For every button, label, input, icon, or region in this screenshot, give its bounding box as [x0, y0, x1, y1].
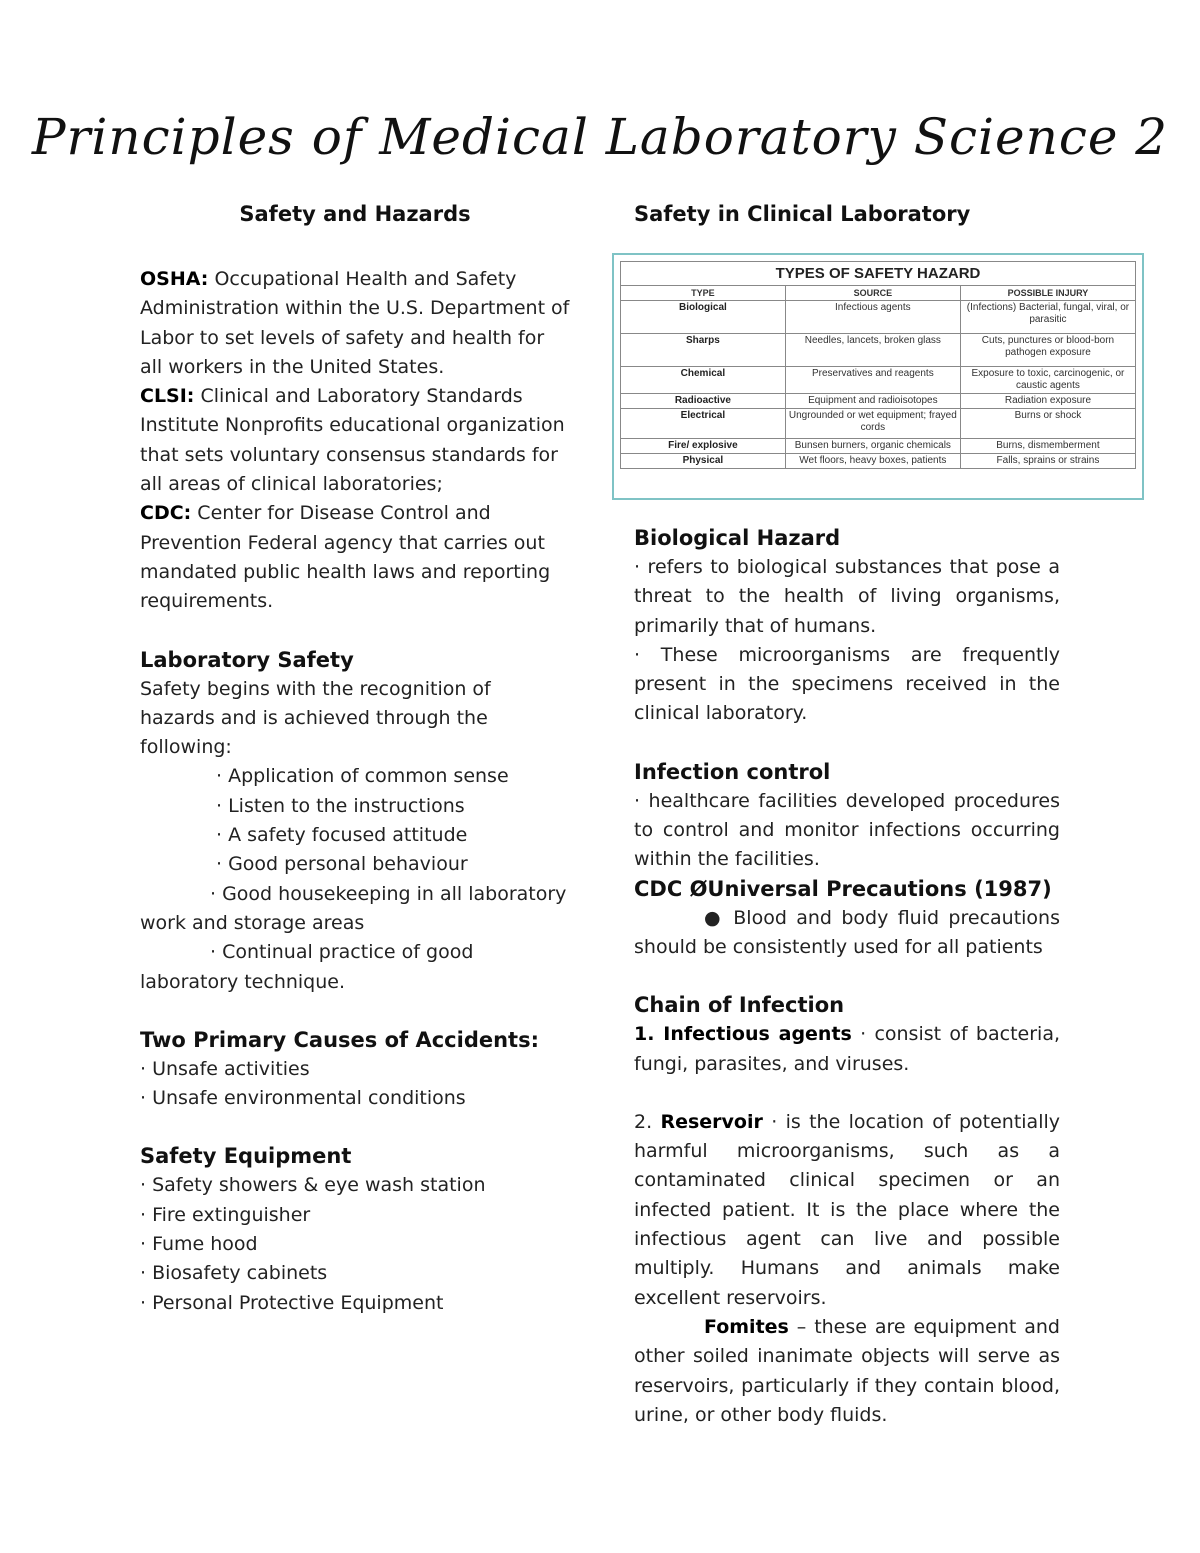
chain-of-infection-heading: Chain of Infection	[634, 993, 845, 1018]
hazard-table-frame	[612, 253, 1144, 500]
cdc-definition	[140, 499, 570, 616]
accidents-heading: Two Primary Causes of Accidents:	[140, 1027, 539, 1052]
table-header: SOURCE	[785, 286, 960, 301]
bio-hazard-p2: · These microorganisms are frequently present in the specimens received in the clinical laboratory.	[634, 643, 1060, 725]
table-cell: Cuts, punctures or blood-born pathogen exposure	[960, 334, 1135, 367]
list-item: · Fume hood	[140, 1233, 258, 1256]
list-item: · Unsafe environmental conditions	[140, 1087, 466, 1110]
lab-safety-heading: Laboratory Safety	[140, 647, 354, 672]
cdc-precautions-heading: CDC ØUniversal Precautions (1987)	[634, 876, 1052, 901]
page-title: Principles of Medical Laboratory Science 2	[31, 108, 1169, 166]
bio-hazard-heading: Biological Hazard	[634, 526, 841, 550]
infection-control-p1: · healthcare facilities developed procedures to control and monitor infections occurring within the facilities.	[634, 789, 1060, 871]
table-cell: Electrical	[621, 409, 786, 439]
table-row	[621, 439, 1136, 454]
osha-text: Occupational Health and Safety Administration within the U.S. Department of Labor to set levels of safety and health for all workers in the United States.	[140, 268, 570, 378]
clsi-definition	[140, 382, 570, 499]
cdc-abbr: CDC:	[140, 502, 192, 525]
fomites-text: – these are equipment and other soiled inanimate objects will serve as reservoirs, particularly if they contain blood, urine, or other body fluids.	[634, 1315, 1060, 1426]
table-cell: Needles, lancets, broken glass	[785, 334, 960, 367]
table-cell: Radiation exposure	[960, 394, 1135, 409]
clsi-abbr: CLSI:	[140, 385, 195, 408]
table-cell: Ungrounded or wet equipment; frayed cords	[785, 409, 960, 439]
fomites-paragraph	[634, 1313, 1060, 1430]
table-cell: Infectious agents	[785, 301, 960, 334]
infectious-agents-text: · consist of bacteria, fungi, parasites, and viruses.	[634, 1023, 1060, 1075]
table-cell: Sharps	[621, 334, 786, 367]
chain-item-2	[634, 1108, 1060, 1313]
hazard-table-title: TYPES OF SAFETY HAZARD	[620, 261, 1136, 285]
list-item: · Safety showers & eye wash station	[140, 1174, 486, 1197]
table-row	[621, 394, 1136, 409]
table-cell: Burns or shock	[960, 409, 1135, 439]
clinical-lab-heading: Safety in Clinical Laboratory	[634, 202, 971, 226]
list-item: · Application of common sense	[216, 765, 509, 788]
safety-hazards-heading: Safety and Hazards	[239, 202, 471, 226]
table-cell: Wet floors, heavy boxes, patients	[785, 454, 960, 469]
table-cell: Fire/ explosive	[621, 439, 786, 454]
osha-abbr: OSHA:	[140, 268, 209, 290]
bio-hazard-p1: · refers to biological substances that pose a threat to the health of living organisms, primarily that of humans.	[634, 556, 1060, 637]
precautions-bullet: ● Blood and body fluid precautions should be consistently used for all patients	[634, 906, 1060, 958]
table-row	[621, 409, 1136, 439]
list-item: · Good personal behaviour	[216, 853, 468, 876]
list-item: · Good housekeeping in all laboratory work and storage areas	[140, 882, 567, 934]
table-cell: Preservatives and reagents	[785, 367, 960, 394]
safety-equipment-heading: Safety Equipment	[140, 1144, 352, 1169]
right-column-top	[634, 200, 1060, 229]
table-row	[621, 454, 1136, 469]
reservoir-number: 2.	[634, 1110, 661, 1133]
hazard-table	[620, 261, 1136, 469]
table-cell: Biological	[621, 301, 786, 334]
left-column	[140, 200, 570, 1318]
table-cell: Falls, sprains or strains	[960, 454, 1135, 469]
list-item: · Continual practice of good laboratory technique.	[140, 941, 474, 993]
list-item: · A safety focused attitude	[216, 824, 468, 847]
clsi-text: Clinical and Laboratory Standards Institute Nonprofits educational organization that sets voluntary consensus standards for all areas of clinical laboratories;	[140, 385, 565, 496]
table-row	[621, 301, 1136, 334]
osha-definition	[140, 265, 570, 382]
chain-item-1	[634, 1020, 1060, 1079]
table-header: POSSIBLE INJURY	[960, 286, 1135, 301]
right-column-body	[634, 524, 1060, 1430]
table-cell: Chemical	[621, 367, 786, 394]
list-item: · Unsafe activities	[140, 1057, 310, 1080]
cdc-text: Center for Disease Control and Prevention Federal agency that carries out mandated public health laws and reporting requirements.	[140, 502, 551, 613]
table-header: TYPE	[621, 286, 786, 301]
table-header-row	[621, 286, 1136, 301]
reservoir-text: · is the location of potentially harmful microorganisms, such as a contaminated clinical specimen or an infected patient. It is the place where the infectious agent can live and possible multiply. Humans and animals make excellent reservoirs.	[634, 1110, 1060, 1309]
table-cell: Equipment and radioisotopes	[785, 394, 960, 409]
table-cell: Burns, dismemberment	[960, 439, 1135, 454]
infectious-agents-label: 1. Infectious agents	[634, 1023, 852, 1046]
list-item: · Personal Protective Equipment	[140, 1291, 444, 1314]
table-cell: Physical	[621, 454, 786, 469]
lab-safety-intro: Safety begins with the recognition of hazards and is achieved through the following:	[140, 677, 491, 759]
infection-control-heading: Infection control	[634, 759, 831, 784]
reservoir-label: Reservoir	[660, 1110, 763, 1133]
table-cell: Bunsen burners, organic chemicals	[785, 439, 960, 454]
list-item: · Listen to the instructions	[216, 794, 465, 817]
table-row	[621, 367, 1136, 394]
list-item: · Fire extinguisher	[140, 1203, 311, 1226]
fomites-label: Fomites	[704, 1315, 789, 1338]
table-cell: Radioactive	[621, 394, 786, 409]
table-cell: Exposure to toxic, carcinogenic, or caustic agents	[960, 367, 1135, 394]
table-cell: (Infections) Bacterial, fungal, viral, or parasitic	[960, 301, 1135, 334]
list-item: · Biosafety cabinets	[140, 1262, 328, 1285]
table-row	[621, 334, 1136, 367]
